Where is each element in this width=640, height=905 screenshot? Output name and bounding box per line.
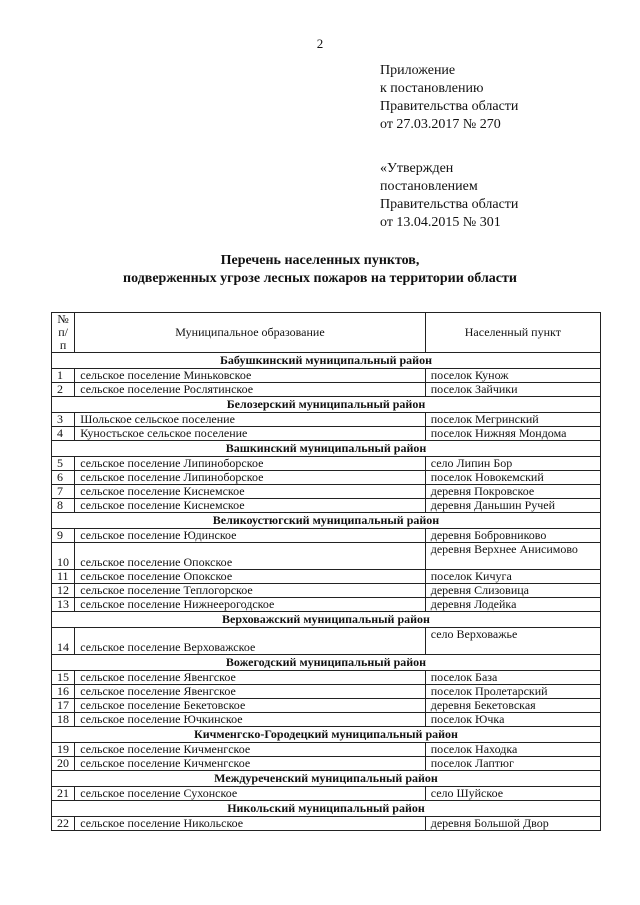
title-line: подверженных угрозе лесных пожаров на территории области xyxy=(123,271,517,286)
row-number: 18 xyxy=(52,713,75,727)
table-row xyxy=(52,471,601,485)
table-row xyxy=(52,529,601,543)
row-number: 17 xyxy=(52,699,75,713)
district-name: Бабушкинский муниципальный район xyxy=(52,353,601,369)
settlement-cell: поселок Кичуга xyxy=(425,570,600,584)
row-number: 2 xyxy=(52,383,75,397)
municipality-cell: сельское поселение Явенгское xyxy=(75,685,426,699)
settlement-cell: поселок Находка xyxy=(425,743,600,757)
table-row xyxy=(52,427,601,441)
table-row xyxy=(52,699,601,713)
row-number: 12 xyxy=(52,584,75,598)
settlement-cell: поселок Лаптюг xyxy=(425,757,600,771)
municipality-cell: Шольское сельское поселение xyxy=(75,413,426,427)
table-row xyxy=(52,671,601,685)
district-row xyxy=(52,727,601,743)
district-row xyxy=(52,397,601,413)
approval-block xyxy=(380,160,518,232)
appendix-block xyxy=(380,62,518,134)
municipality-cell: сельское поселение Липиноборское xyxy=(75,457,426,471)
municipality-cell: сельское поселение Киснемское xyxy=(75,499,426,513)
row-number: 22 xyxy=(52,817,75,831)
table-row xyxy=(52,743,601,757)
district-row xyxy=(52,801,601,817)
district-name: Никольский муниципальный район xyxy=(52,801,601,817)
settlement-cell: поселок Пролетарский xyxy=(425,685,600,699)
table-row xyxy=(52,369,601,383)
table-row xyxy=(52,584,601,598)
table-row xyxy=(52,499,601,513)
municipality-cell: Куностьское сельское поселение xyxy=(75,427,426,441)
table-row xyxy=(52,817,601,831)
row-number: 5 xyxy=(52,457,75,471)
row-number: 14 xyxy=(52,628,75,655)
municipality-cell: сельское поселение Кичменгское xyxy=(75,757,426,771)
settlement-cell: деревня Покровское xyxy=(425,485,600,499)
district-row xyxy=(52,353,601,369)
row-number: 20 xyxy=(52,757,75,771)
appendix-line: от 27.03.2017 № 270 xyxy=(380,117,501,132)
settlement-cell: поселок Зайчики xyxy=(425,383,600,397)
row-number: 19 xyxy=(52,743,75,757)
row-number: 1 xyxy=(52,369,75,383)
municipality-cell: сельское поселение Опокское xyxy=(75,570,426,584)
district-row xyxy=(52,655,601,671)
header-municipality: Муниципальное образование xyxy=(75,313,426,353)
municipality-cell: сельское поселение Ючкинское xyxy=(75,713,426,727)
approval-line: постановлением xyxy=(380,179,478,194)
approval-line: от 13.04.2015 № 301 xyxy=(380,215,501,230)
appendix-line: к постановлению xyxy=(380,81,484,96)
settlement-cell: поселок Мегринский xyxy=(425,413,600,427)
district-name: Вожегодский муниципальный район xyxy=(52,655,601,671)
settlement-cell: село Шуйское xyxy=(425,787,600,801)
table-row xyxy=(52,457,601,471)
document-title xyxy=(0,252,640,288)
municipality-cell: сельское поселение Липиноборское xyxy=(75,471,426,485)
row-number: 3 xyxy=(52,413,75,427)
district-name: Междуреченский муниципальный район xyxy=(52,771,601,787)
row-number: 21 xyxy=(52,787,75,801)
settlement-cell: поселок База xyxy=(425,671,600,685)
approval-line: Правительства области xyxy=(380,197,519,212)
municipality-cell: сельское поселение Теплогорское xyxy=(75,584,426,598)
municipality-cell: сельское поселение Юдинское xyxy=(75,529,426,543)
district-row xyxy=(52,441,601,457)
settlement-cell: деревня Верхнее Анисимово xyxy=(425,543,600,570)
table-header-row xyxy=(52,313,601,353)
municipality-cell: сельское поселение Верховажское xyxy=(75,628,426,655)
table-row xyxy=(52,598,601,612)
district-name: Кичменгско-Городецкий муниципальный район xyxy=(52,727,601,743)
municipality-cell: сельское поселение Явенгское xyxy=(75,671,426,685)
table-row xyxy=(52,570,601,584)
district-row xyxy=(52,771,601,787)
district-name: Вашкинский муниципальный район xyxy=(52,441,601,457)
municipality-cell: сельское поселение Сухонское xyxy=(75,787,426,801)
table-row xyxy=(52,383,601,397)
settlement-cell: поселок Ючка xyxy=(425,713,600,727)
approval-line: «Утвержден xyxy=(380,161,454,176)
row-number: 9 xyxy=(52,529,75,543)
table-row xyxy=(52,413,601,427)
table-row xyxy=(52,628,601,655)
settlements-table xyxy=(51,312,601,831)
settlement-cell: поселок Новокемский xyxy=(425,471,600,485)
table-row xyxy=(52,685,601,699)
table-row xyxy=(52,543,601,570)
municipality-cell: сельское поселение Рослятинское xyxy=(75,383,426,397)
table-row xyxy=(52,485,601,499)
table-row xyxy=(52,787,601,801)
municipality-cell: сельское поселение Киснемское xyxy=(75,485,426,499)
settlement-cell: деревня Даньшин Ручей xyxy=(425,499,600,513)
municipality-cell: сельское поселение Миньковское xyxy=(75,369,426,383)
district-name: Верховажский муниципальный район xyxy=(52,612,601,628)
row-number: 15 xyxy=(52,671,75,685)
row-number: 7 xyxy=(52,485,75,499)
municipality-cell: сельское поселение Нижнеерогодское xyxy=(75,598,426,612)
row-number: 4 xyxy=(52,427,75,441)
title-line: Перечень населенных пунктов, xyxy=(220,253,420,268)
settlement-cell: деревня Бекетовская xyxy=(425,699,600,713)
row-number: 16 xyxy=(52,685,75,699)
row-number: 11 xyxy=(52,570,75,584)
row-number: 13 xyxy=(52,598,75,612)
row-number: 10 xyxy=(52,543,75,570)
table-row xyxy=(52,713,601,727)
table-body xyxy=(52,353,601,831)
settlement-cell: деревня Бобровниково xyxy=(425,529,600,543)
settlement-cell: деревня Лодейка xyxy=(425,598,600,612)
table-row xyxy=(52,757,601,771)
settlement-cell: село Верховажье xyxy=(425,628,600,655)
settlement-cell: деревня Слизовица xyxy=(425,584,600,598)
appendix-line: Приложение xyxy=(380,63,456,78)
municipality-cell: сельское поселение Опокское xyxy=(75,543,426,570)
district-row xyxy=(52,513,601,529)
row-number: 8 xyxy=(52,499,75,513)
district-name: Великоустюгский муниципальный район xyxy=(52,513,601,529)
district-row xyxy=(52,612,601,628)
row-number: 6 xyxy=(52,471,75,485)
district-name: Белозерский муниципальный район xyxy=(52,397,601,413)
page-number: 2 xyxy=(316,36,324,51)
header-num: № п/п xyxy=(52,313,75,353)
settlement-cell: село Липин Бор xyxy=(425,457,600,471)
settlement-cell: деревня Большой Двор xyxy=(425,817,600,831)
municipality-cell: сельское поселение Кичменгское xyxy=(75,743,426,757)
settlement-cell: поселок Кунож xyxy=(425,369,600,383)
municipality-cell: сельское поселение Бекетовское xyxy=(75,699,426,713)
header-settlement: Населенный пункт xyxy=(425,313,600,353)
appendix-line: Правительства области xyxy=(380,99,519,114)
settlement-cell: поселок Нижняя Мондома xyxy=(425,427,600,441)
municipality-cell: сельское поселение Никольское xyxy=(75,817,426,831)
